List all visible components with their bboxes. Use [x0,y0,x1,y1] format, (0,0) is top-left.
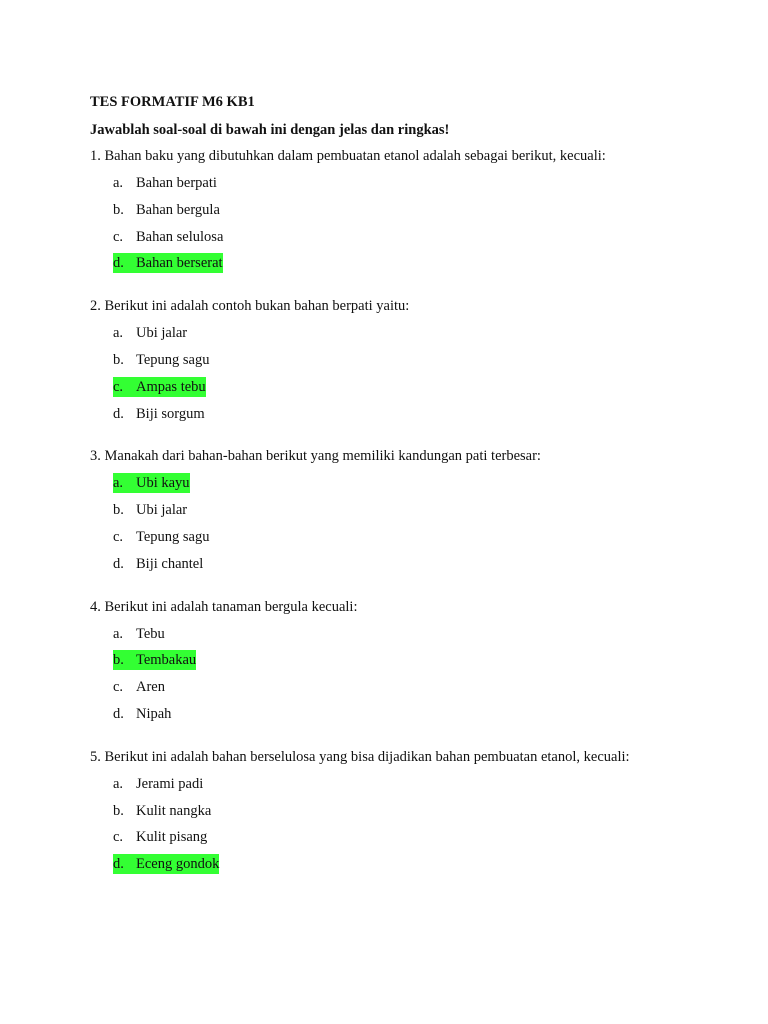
option-highlight [113,323,187,343]
question-text: 4. Berikut ini adalah tanaman bergula kecuali: [90,598,358,615]
option-highlight [113,554,203,574]
option-letter: c. [113,829,124,846]
option-label: Tepung sagu [136,351,210,368]
option-label: Ubi jalar [136,325,188,342]
option-letter: a. [113,325,124,342]
option-c [90,827,730,847]
option-label: Biji sorgum [136,405,205,422]
option-highlight [113,404,205,424]
option-letter: a. [113,475,124,492]
option-letter: d. [113,555,124,572]
option-label: Biji chantel [136,555,204,572]
option-letter: c. [113,528,124,545]
option-letter: a. [113,625,124,642]
option-b [90,350,730,370]
option-label: Bahan selulosa [136,228,224,245]
option-highlight [113,253,223,273]
option-highlight [113,527,209,547]
option-highlight [113,650,196,670]
options-list [90,323,730,423]
option-letter: b. [113,502,124,519]
option-label: Bahan berserat [136,255,223,272]
option-d [90,854,730,874]
option-highlight [113,377,206,397]
option-letter: b. [113,351,124,368]
option-label: Tebu [136,625,165,642]
option-label: Bahan bergula [136,201,220,218]
instruction-text: Jawablah soal-soal di bawah ini dengan jelas dan ringkas! [90,122,450,138]
option-a [90,624,730,644]
option-highlight [113,704,171,724]
question-spacer [90,280,730,296]
options-list [90,473,730,573]
question-spacer [90,581,730,597]
option-highlight [113,173,217,193]
option-a [90,323,730,343]
option-label: Jerami padi [136,775,204,792]
document-page [90,92,730,881]
option-highlight [113,827,207,847]
option-highlight [113,473,190,493]
option-label: Tembakau [136,652,197,669]
option-label: Nipah [136,705,172,722]
option-letter: b. [113,201,124,218]
option-a [90,473,730,493]
option-label: Ampas tebu [136,378,206,395]
option-letter: d. [113,705,124,722]
document-title: TES FORMATIF M6 KB1 [90,94,255,110]
option-letter: d. [113,405,124,422]
option-highlight [113,350,209,370]
option-letter: a. [113,775,124,792]
option-letter: a. [113,175,124,191]
option-highlight [113,854,219,874]
option-d [90,404,730,424]
option-letter: d. [113,856,124,873]
option-highlight [113,227,223,247]
option-label: Kulit nangka [136,802,212,819]
options-list [90,624,730,724]
option-letter: c. [113,378,124,395]
question-3 [90,446,730,573]
question-text: 3. Manakah dari bahan-bahan berikut yang memiliki kandungan pati terbesar: [90,448,541,465]
option-label: Ubi kayu [136,475,190,492]
option-label: Bahan berpati [136,175,217,191]
option-highlight [113,801,211,821]
option-highlight [113,500,187,520]
question-text: 1. Bahan baku yang dibutuhkan dalam pembuatan etanol adalah sebagai berikut, kecuali: [90,148,606,164]
option-c [90,677,730,697]
question-text: 5. Berikut ini adalah bahan berselulosa yang bisa dijadikan bahan pembuatan etanol, kecuali: [90,748,630,765]
option-label: Aren [136,679,165,696]
option-a [90,774,730,794]
option-b [90,200,730,220]
options-list [90,173,730,273]
option-c [90,527,730,547]
question-text: 2. Berikut ini adalah contoh bukan bahan berpati yaitu: [90,298,410,315]
options-list [90,774,730,874]
option-letter: b. [113,802,124,819]
option-b [90,650,730,670]
question-1 [90,146,730,273]
option-letter: c. [113,228,124,245]
option-d [90,704,730,724]
option-label: Ubi jalar [136,502,188,519]
option-b [90,801,730,821]
option-letter: d. [113,255,124,272]
option-label: Kulit pisang [136,829,208,846]
option-highlight [113,624,165,644]
option-c [90,227,730,247]
option-highlight [113,774,203,794]
option-b [90,500,730,520]
option-d [90,554,730,574]
option-highlight [113,200,220,220]
question-spacer [90,430,730,446]
option-letter: b. [113,652,124,669]
option-c [90,377,730,397]
option-label: Eceng gondok [136,856,220,873]
question-2 [90,296,730,423]
question-5 [90,747,730,874]
question-spacer [90,731,730,747]
option-letter: c. [113,679,124,696]
option-label: Tepung sagu [136,528,210,545]
option-highlight [113,677,165,697]
option-a [90,173,730,193]
question-4 [90,597,730,724]
option-d [90,253,730,273]
